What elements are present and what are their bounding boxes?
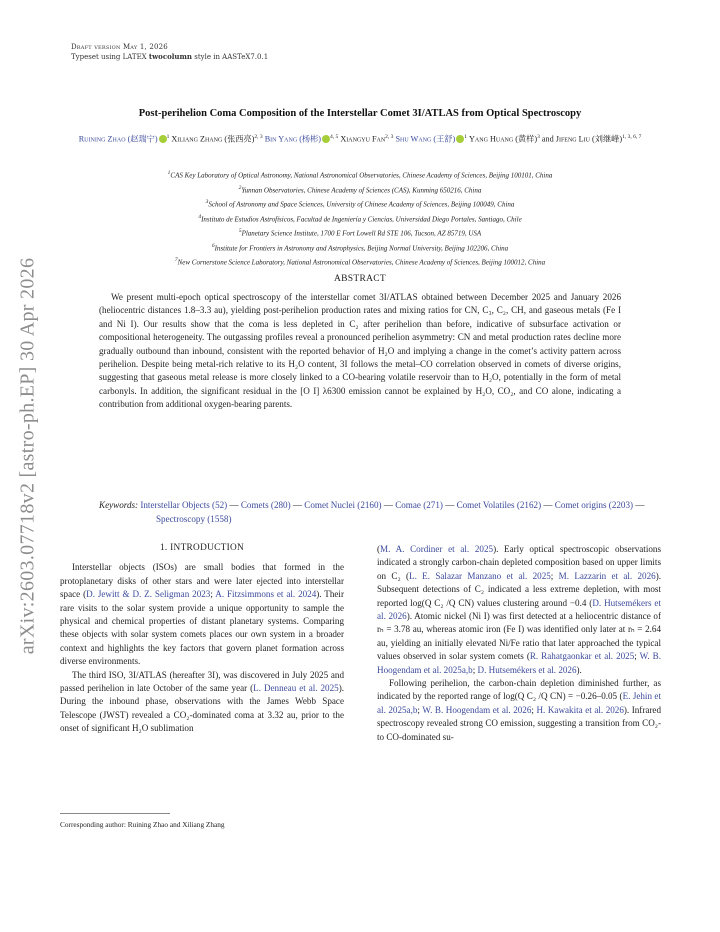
affiliation-line — [50, 167, 670, 182]
draft-version: Draft version May 1, 2026 — [71, 43, 168, 51]
corresponding-author-footnote: Corresponding author: Ruining Zhao and Xiliang Zhang — [60, 820, 225, 829]
author-list — [50, 131, 670, 146]
citation-link[interactable]: R. Rahatgaonkar et al. 2025 — [529, 651, 635, 662]
abstract-heading: ABSTRACT — [333, 274, 387, 284]
citation-link[interactable]: W. B. Hoogendam et al. 2026 — [422, 704, 532, 715]
orcid-icon[interactable] — [322, 135, 330, 143]
draft-header — [71, 42, 268, 62]
affiliation-line — [50, 196, 670, 211]
citation-link[interactable]: A. Fitzsimmons et al. 2024 — [215, 589, 317, 600]
author-affiliation-marker: 1 — [166, 134, 170, 140]
citation-link[interactable]: M. Lazzarin et al. 2026 — [558, 570, 656, 581]
affiliation-number: 4 — [198, 213, 202, 220]
keyword-link[interactable]: Comet Nuclei (2160) — [304, 500, 382, 510]
affiliation-line — [50, 211, 670, 226]
author-affiliation-marker: 4, 5 — [330, 134, 339, 140]
keywords: Keywords: Interstellar Objects (52) — Comets (280) — Comet Nuclei (2160) — Comae (271) — Comet Volatiles (2162) — Comet origins (2203) — Spectroscopy (1558) — [99, 500, 645, 524]
affiliation-list — [50, 167, 670, 269]
affiliation-line — [50, 225, 670, 240]
author-name: Yang Huang (黄样) — [469, 134, 538, 144]
author-affiliation-marker: 1, 3, 6, 7 — [622, 134, 642, 140]
keyword-link[interactable]: Comet Volatiles (2162) — [456, 500, 542, 510]
authors-and: and — [539, 134, 556, 144]
citation-link[interactable]: D. Jewitt & D. Z. Seligman 2023 — [86, 589, 211, 600]
intro-paragraph-2: The third ISO, 3I/ATLAS (hereafter 3I), was discovered in July 2025 and passed perihelion in late October of the same year (L. Denneau et al. 2025). During the inbound phase, observations with the James Webb Space Telescope (JWST) revealed a CO₂-dominated coma at 3.32 au, prior to the onset of significant H₂O sublimation — [60, 669, 345, 734]
footnote-rule — [60, 813, 170, 814]
affiliation-number: 6 — [211, 242, 215, 249]
author-affiliation-marker: 1 — [464, 134, 467, 140]
keyword-link[interactable]: Comae (271) — [395, 500, 443, 510]
citation-link[interactable]: W. B. Hoogendam et al. 2025a,b — [377, 651, 661, 675]
left-column — [60, 542, 344, 736]
intro-paragraph-1: Interstellar objects (ISOs) are small bodies that formed in the protoplanetary disks of other stars and were later ejected into interstellar space (D. Jewitt & D. Z. Seligman 2023; A. Fitzsimmons et al. 2024). Their rare visits to the solar system provide a unique opportunity to sample the physical and chemical properties of distant planetary systems. Comparing these objects with solar system comets places our own system in a broader context and highlights the key factors that govern planet formation across diverse environments. — [60, 562, 344, 667]
citation-link[interactable]: D. Hutsemékers et al. 2026 — [477, 664, 577, 675]
affiliation-number: 2 — [238, 184, 242, 191]
right-paragraph-2: Following perihelion, the carbon-chain depletion diminished further, as indicated by the reported range of log(Q C₂ /Q CN) = −0.26–0.05 (E. Jehin et al. 2025a,b; W. B. Hoogendam et al. 2026; H. Kawakita et al. 2026). Infrared spectroscopy revealed strong CO emission, suggesting a transition from CO₂- to CO-dominated su- — [377, 678, 662, 742]
affiliation-number: 5 — [238, 228, 242, 235]
orcid-icon[interactable] — [159, 135, 167, 143]
affiliation-number: 3 — [205, 199, 209, 206]
author-name: Xiliang Zhang (张西亮) — [171, 134, 255, 144]
author-name[interactable]: Shu Wang (王舒) — [395, 134, 456, 144]
citation-link[interactable]: D. Hutsemékers et al. 2026 — [377, 597, 661, 622]
section-heading-introduction: 1. INTRODUCTION — [159, 543, 245, 553]
orcid-icon[interactable] — [456, 135, 464, 143]
affiliation-number: 1 — [167, 170, 171, 176]
affiliation-text: New Cornerstone Science Laboratory, National Astronomical Observatories, Chinese Academy of Sciences, Beijing 100012, China — [177, 258, 546, 267]
typeset-line: Typeset using LATEX twocolumn style in AASTeX7.0.1 — [71, 52, 269, 61]
affiliation-text: School of Astronomy and Space Sciences, University of Chinese Academy of Sciences, Beijing 100049, China — [208, 200, 515, 209]
author-name: Jifeng Liu (刘继峰) — [555, 134, 623, 144]
author-affiliation-marker: 2, 3 — [385, 134, 394, 140]
paper-title: Post-perihelion Coma Composition of the Interstellar Comet 3I/ATLAS from Optical Spectroscopy — [138, 108, 582, 119]
citation-link[interactable]: L. E. Salazar Manzano et al. 2025 — [409, 570, 551, 581]
arxiv-identifier: arXiv:2603.07718v2 [astro-ph.EP] 30 Apr 2026 — [16, 257, 39, 655]
latex-logo: LATEX — [122, 53, 147, 61]
citation-link[interactable]: M. A. Cordiner et al. 2025 — [380, 544, 494, 554]
keyword-link[interactable]: Interstellar Objects (52) — [140, 500, 228, 510]
author-name[interactable]: Ruining Zhao (赵瑞宁) — [78, 134, 158, 144]
citation-link[interactable]: L. Denneau et al. 2025 — [253, 683, 339, 694]
arxiv-stamp — [8, 236, 48, 676]
author-affiliation-marker: 3 — [537, 134, 540, 140]
author-name[interactable]: Bin Yang (杨彬) — [264, 134, 322, 144]
keyword-link[interactable]: Spectroscopy (1558) — [156, 514, 232, 524]
keywords-label: Keywords: — [99, 500, 141, 510]
author-name: Xiangyu Fan — [340, 134, 386, 144]
abstract-text: We present multi-epoch optical spectroscopy of the interstellar comet 3I/ATLAS obtained between December 2025 and January 2026 (heliocentric distances 1.8–3.3 au), yielding post-perihelion production rates and mixing ratios for CN, C₃, C₂, CH, and gaseous metals (Fe I and Ni I). Our results show that the coma is less depleted in C₂ after perihelion than before, indicative of subsurface activation or compositional heterogeneity. The outgassing profiles reveal a pronounced perihelion asymmetry: CN and metal production rates decline more gradually outbound than inbound, consistent with the reported behavior of H₂O and implying a change in the comet’s activity pattern across perihelion. Despite being metal-rich relative to its H₂O content, 3I follows the metal–CO correlation observed in comets of diverse origins, suggesting that gaseous metal release is more closely linked to a CO-bearing volatile reservoir than to H₂O, potentially in the form of metal carbonyls. In addition, the significant residual in the [O I] λ6300 emission cannot be explained by H₂O, CO₂, and CO alone, indicating a contribution from additional oxygen-bearing parents. — [99, 292, 621, 410]
right-paragraph-1: (M. A. Cordiner et al. 2025). Early optical spectroscopic observations indicated a strongly carbon-chain depleted composition based on upper limits on C₂ (L. E. Salazar Manzano et al. 2025; M. Lazzarin et al. 2026). Subsequent detections of C₂ indicated a less extreme depletion, with most reported log(Q C₂ /Q CN) values clustering around −0.4 (D. Hutsemékers et al. 2026). Atomic nickel (Ni I) was first detected at a heliocentric distance of rₕ = 3.78 au, whereas atomic iron (Fe I) was identified only later at rₕ = 2.64 au, yielding an initially elevated Ni/Fe ratio that later approached the typical values observed in solar system comets (R. Rahatgaonkar et al. 2025; W. B. Hoogendam et al. 2025a,b; D. Hutsemékers et al. 2026). — [377, 544, 662, 675]
keyword-link[interactable]: Comet origins (2203) — [554, 500, 634, 510]
affiliation-line — [50, 254, 670, 269]
affiliation-line — [50, 182, 670, 197]
citation-link[interactable]: E. Jehin et al. 2025a,b — [377, 691, 661, 715]
affiliation-line — [50, 240, 670, 255]
author-affiliation-marker: 2, 3 — [254, 134, 263, 140]
affiliation-number: 7 — [174, 257, 178, 264]
affiliation-text: Planetary Science Institute, 1700 E Fort Lowell Rd STE 106, Tucson, AZ 85719, USA — [241, 229, 482, 238]
affiliation-text: CAS Key Laboratory of Optical Astronomy, National Astronomical Observatories, Chinese Academy of Sciences, Beijing 100101, China — [170, 171, 553, 180]
citation-link[interactable]: H. Kawakita et al. 2026 — [536, 704, 624, 715]
keyword-link[interactable]: Comets (280) — [240, 500, 291, 510]
affiliation-text: Institute for Frontiers in Astronomy and Astrophysics, Beijing Normal University, Beijing 102206, China — [214, 243, 509, 252]
right-column — [377, 543, 661, 744]
affiliation-text: Yunnan Observatories, Chinese Academy of Sciences (CAS), Kunming 650216, China — [241, 185, 482, 194]
affiliation-text: Instituto de Estudios Astrofísicos, Facultad de Ingeniería y Ciencias, Universidad Diego Portales, Santiago, Chile — [201, 214, 522, 223]
